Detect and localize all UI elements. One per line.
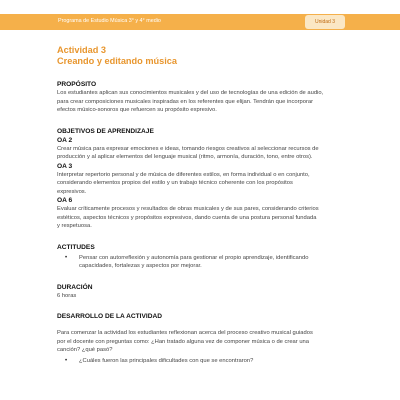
development-list — [57, 357, 347, 366]
header-title: Programa de Estudio Música 3° y 4° medio — [58, 18, 161, 24]
objective-code: OA 3 — [57, 162, 73, 170]
objective-code: OA 6 — [57, 197, 73, 204]
document-body — [57, 45, 347, 365]
purpose-heading: PROPÓSITO — [57, 81, 97, 88]
activity-number: Actividad 3 — [57, 45, 107, 55]
page-header — [0, 0, 400, 42]
objective-line: expresivos. — [57, 188, 87, 195]
objective-line: producción y al aplicar elementos del lenguaje musical (ritmo, armonía, duración, tono, entre otros). — [57, 154, 313, 160]
development-line: canción? ¿qué pasó? — [57, 347, 113, 353]
unit-badge-label: Unidad 3 — [314, 19, 335, 25]
objective-line: Interpretar repertorio personal y de música de diferentes estilos, en forma individual o en conjunto, — [57, 171, 310, 178]
development-item: • ¿Cuáles fueron las principales dificultades con que se encontraron? — [79, 357, 347, 366]
objective-line: estéticos, aspectos técnicos y propósitos expresivos, dando cuenta de una postura personal fundada — [57, 214, 317, 221]
unit-badge — [305, 15, 345, 29]
duration-value: 6 horas — [57, 292, 77, 299]
attitudes-list — [57, 254, 347, 271]
purpose-line: Los estudiantes aplican sus conocimientos musicales y del uso de tecnologías de una edición de audio, — [57, 90, 324, 96]
activity-title: Creando y editando música — [57, 56, 177, 66]
attitudes-heading: ACTITUDES — [57, 243, 95, 251]
objective-line: y respetuosa. — [57, 223, 92, 229]
objectives-heading: OBJETIVOS DE APRENDIZAJE — [57, 127, 154, 135]
objective-line: Evaluar críticamente procesos y resultados de obras musicales y de sus pares, considerando criterios — [57, 206, 319, 212]
purpose-line: efectos músico-sonoros que refuercen su propósito expresivo. — [57, 107, 217, 113]
development-line: Para comenzar la actividad los estudiantes reflexionan acerca del proceso creativo musical guiados — [57, 330, 313, 336]
development-line: por el docente con preguntas como: ¿Han tratado alguna vez de componer música o de crear una — [57, 338, 309, 345]
objective-code: OA 2 — [57, 136, 73, 144]
objective-line: considerando elementos propios del estilo y un trabajo técnico coherente con los propósitos — [57, 180, 293, 186]
attitude-line: capacidades, fortalezas y aspectos por mejorar. — [79, 263, 202, 269]
duration-heading: DURACIÓN — [57, 283, 93, 291]
purpose-line: para crear composiciones musicales inspiradas en los referentes que elijan. Tendrán que incorporar — [57, 98, 314, 105]
attitude-item — [79, 254, 347, 271]
development-heading: DESARROLLO DE LA ACTIVIDAD — [57, 313, 163, 320]
objective-line: Crear música para expresar emociones e ideas, tomando riesgos creativos al seleccionar recursos de — [57, 145, 319, 152]
attitude-line: Pensar con autorreflexión y autonomía para gestionar el propio aprendizaje, identificando — [79, 254, 309, 261]
